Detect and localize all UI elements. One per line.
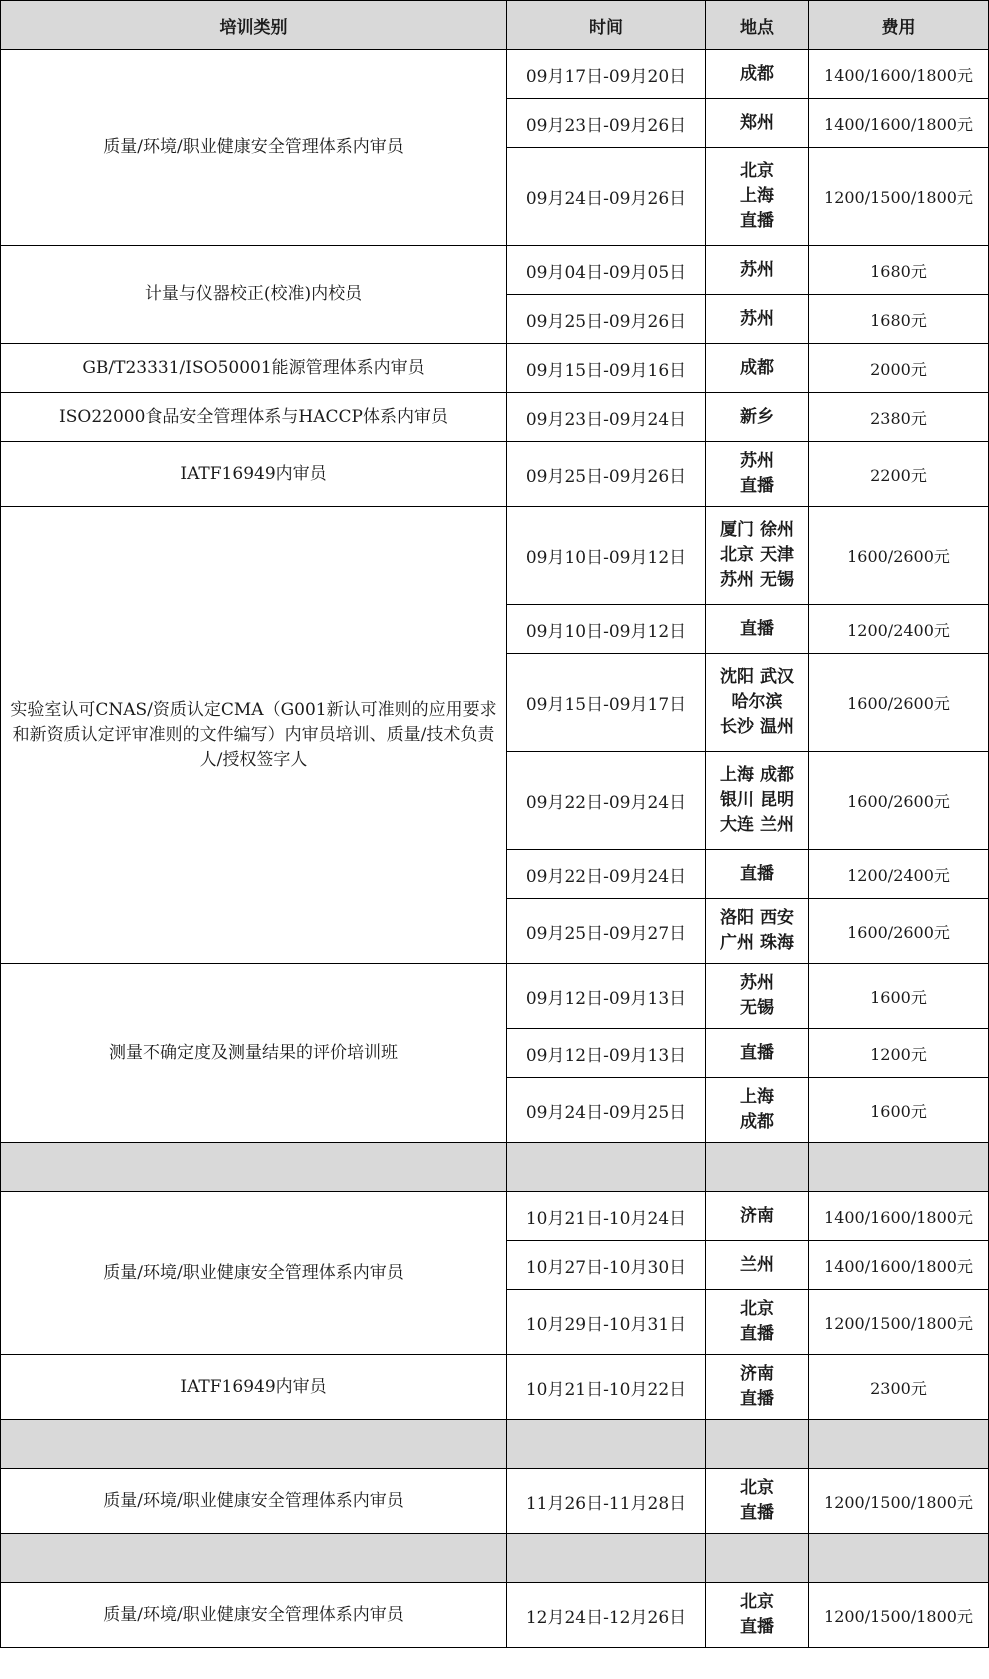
separator-cell bbox=[507, 1420, 706, 1469]
separator-cell bbox=[706, 1534, 809, 1583]
time-cell: 10月21日-10月24日 bbox=[507, 1192, 706, 1241]
separator-cell bbox=[1, 1143, 507, 1192]
time-cell: 09月17日-09月20日 bbox=[507, 50, 706, 99]
time-cell: 12月24日-12月26日 bbox=[507, 1583, 706, 1648]
fee-cell: 1400/1600/1800元 bbox=[809, 1192, 989, 1241]
location-cell: 直播 bbox=[706, 1029, 809, 1078]
location-cell: 厦门 徐州 北京 天津 苏州 无锡 bbox=[706, 507, 809, 605]
location-cell: 直播 bbox=[706, 605, 809, 654]
location-cell: 成都 bbox=[706, 344, 809, 393]
fee-cell: 2000元 bbox=[809, 344, 989, 393]
time-cell: 10月21日-10月22日 bbox=[507, 1355, 706, 1420]
time-cell: 09月15日-09月17日 bbox=[507, 654, 706, 752]
time-cell: 11月26日-11月28日 bbox=[507, 1469, 706, 1534]
location-cell: 北京 直播 bbox=[706, 1583, 809, 1648]
fee-cell: 1600/2600元 bbox=[809, 654, 989, 752]
time-cell: 09月25日-09月26日 bbox=[507, 442, 706, 507]
fee-cell: 1680元 bbox=[809, 246, 989, 295]
time-cell: 09月22日-09月24日 bbox=[507, 850, 706, 899]
category-cell: 质量/环境/职业健康安全管理体系内审员 bbox=[1, 1192, 507, 1355]
fee-cell: 1600/2600元 bbox=[809, 899, 989, 964]
table-row bbox=[1, 50, 989, 99]
time-cell: 09月24日-09月26日 bbox=[507, 148, 706, 246]
fee-cell: 1200/2400元 bbox=[809, 850, 989, 899]
category-cell: IATF16949内审员 bbox=[1, 442, 507, 507]
fee-cell: 2380元 bbox=[809, 393, 989, 442]
time-cell: 09月04日-09月05日 bbox=[507, 246, 706, 295]
separator-cell bbox=[809, 1143, 989, 1192]
category-cell: GB/T23331/ISO50001能源管理体系内审员 bbox=[1, 344, 507, 393]
fee-cell: 1200/1500/1800元 bbox=[809, 148, 989, 246]
fee-cell: 1600元 bbox=[809, 1078, 989, 1143]
time-cell: 09月10日-09月12日 bbox=[507, 605, 706, 654]
table-row bbox=[1, 507, 989, 605]
table-row bbox=[1, 393, 989, 442]
separator-cell bbox=[809, 1420, 989, 1469]
fee-cell: 1400/1600/1800元 bbox=[809, 1241, 989, 1290]
location-cell: 上海 成都 bbox=[706, 1078, 809, 1143]
time-cell: 09月25日-09月27日 bbox=[507, 899, 706, 964]
location-cell: 济南 bbox=[706, 1192, 809, 1241]
location-cell: 兰州 bbox=[706, 1241, 809, 1290]
time-cell: 09月25日-09月26日 bbox=[507, 295, 706, 344]
fee-cell: 1200/1500/1800元 bbox=[809, 1583, 989, 1648]
table-row bbox=[1, 1583, 989, 1648]
time-cell: 09月12日-09月13日 bbox=[507, 964, 706, 1029]
table-row bbox=[1, 442, 989, 507]
location-cell: 洛阳 西安 广州 珠海 bbox=[706, 899, 809, 964]
separator-cell bbox=[706, 1420, 809, 1469]
fee-cell: 1400/1600/1800元 bbox=[809, 99, 989, 148]
header-row bbox=[1, 1, 989, 50]
location-cell: 上海 成都 银川 昆明 大连 兰州 bbox=[706, 752, 809, 850]
separator-cell bbox=[507, 1143, 706, 1192]
location-cell: 郑州 bbox=[706, 99, 809, 148]
location-cell: 苏州 bbox=[706, 295, 809, 344]
fee-cell: 2200元 bbox=[809, 442, 989, 507]
category-cell: 质量/环境/职业健康安全管理体系内审员 bbox=[1, 1469, 507, 1534]
category-cell: ISO22000食品安全管理体系与HACCP体系内审员 bbox=[1, 393, 507, 442]
separator-cell bbox=[1, 1420, 507, 1469]
fee-cell: 1400/1600/1800元 bbox=[809, 50, 989, 99]
separator-row bbox=[1, 1534, 989, 1583]
table-row bbox=[1, 1469, 989, 1534]
header-time: 时间 bbox=[507, 1, 706, 50]
time-cell: 09月22日-09月24日 bbox=[507, 752, 706, 850]
separator-cell bbox=[507, 1534, 706, 1583]
category-cell: 实验室认可CNAS/资质认定CMA（G001新认可准则的应用要求和新资质认定评审准则的文件编写）内审员培训、质量/技术负责人/授权签字人 bbox=[1, 507, 507, 964]
location-cell: 苏州 无锡 bbox=[706, 964, 809, 1029]
time-cell: 09月23日-09月24日 bbox=[507, 393, 706, 442]
location-cell: 直播 bbox=[706, 850, 809, 899]
fee-cell: 1600元 bbox=[809, 964, 989, 1029]
fee-cell: 1200/2400元 bbox=[809, 605, 989, 654]
separator-cell bbox=[809, 1534, 989, 1583]
header-fee: 费用 bbox=[809, 1, 989, 50]
fee-cell: 1680元 bbox=[809, 295, 989, 344]
time-cell: 09月15日-09月16日 bbox=[507, 344, 706, 393]
time-cell: 09月23日-09月26日 bbox=[507, 99, 706, 148]
fee-cell: 1200/1500/1800元 bbox=[809, 1469, 989, 1534]
location-cell: 新乡 bbox=[706, 393, 809, 442]
location-cell: 北京 直播 bbox=[706, 1290, 809, 1355]
category-cell: 质量/环境/职业健康安全管理体系内审员 bbox=[1, 50, 507, 246]
separator-row bbox=[1, 1420, 989, 1469]
fee-cell: 1600/2600元 bbox=[809, 507, 989, 605]
table-row bbox=[1, 246, 989, 295]
fee-cell: 2300元 bbox=[809, 1355, 989, 1420]
time-cell: 09月24日-09月25日 bbox=[507, 1078, 706, 1143]
time-cell: 09月12日-09月13日 bbox=[507, 1029, 706, 1078]
table-row bbox=[1, 344, 989, 393]
fee-cell: 1200元 bbox=[809, 1029, 989, 1078]
table-row bbox=[1, 964, 989, 1029]
header-location: 地点 bbox=[706, 1, 809, 50]
time-cell: 10月29日-10月31日 bbox=[507, 1290, 706, 1355]
location-cell: 北京 上海 直播 bbox=[706, 148, 809, 246]
fee-cell: 1200/1500/1800元 bbox=[809, 1290, 989, 1355]
header-category: 培训类别 bbox=[1, 1, 507, 50]
category-cell: 质量/环境/职业健康安全管理体系内审员 bbox=[1, 1583, 507, 1648]
location-cell: 苏州 bbox=[706, 246, 809, 295]
location-cell: 苏州 直播 bbox=[706, 442, 809, 507]
separator-row bbox=[1, 1143, 989, 1192]
separator-cell bbox=[706, 1143, 809, 1192]
time-cell: 09月10日-09月12日 bbox=[507, 507, 706, 605]
fee-cell: 1600/2600元 bbox=[809, 752, 989, 850]
separator-cell bbox=[1, 1534, 507, 1583]
location-cell: 北京 直播 bbox=[706, 1469, 809, 1534]
location-cell: 沈阳 武汉 哈尔滨 长沙 温州 bbox=[706, 654, 809, 752]
time-cell: 10月27日-10月30日 bbox=[507, 1241, 706, 1290]
location-cell: 济南 直播 bbox=[706, 1355, 809, 1420]
table-row bbox=[1, 1192, 989, 1241]
category-cell: IATF16949内审员 bbox=[1, 1355, 507, 1420]
table-row bbox=[1, 1355, 989, 1420]
category-cell: 测量不确定度及测量结果的评价培训班 bbox=[1, 964, 507, 1143]
location-cell: 成都 bbox=[706, 50, 809, 99]
category-cell: 计量与仪器校正(校准)内校员 bbox=[1, 246, 507, 344]
